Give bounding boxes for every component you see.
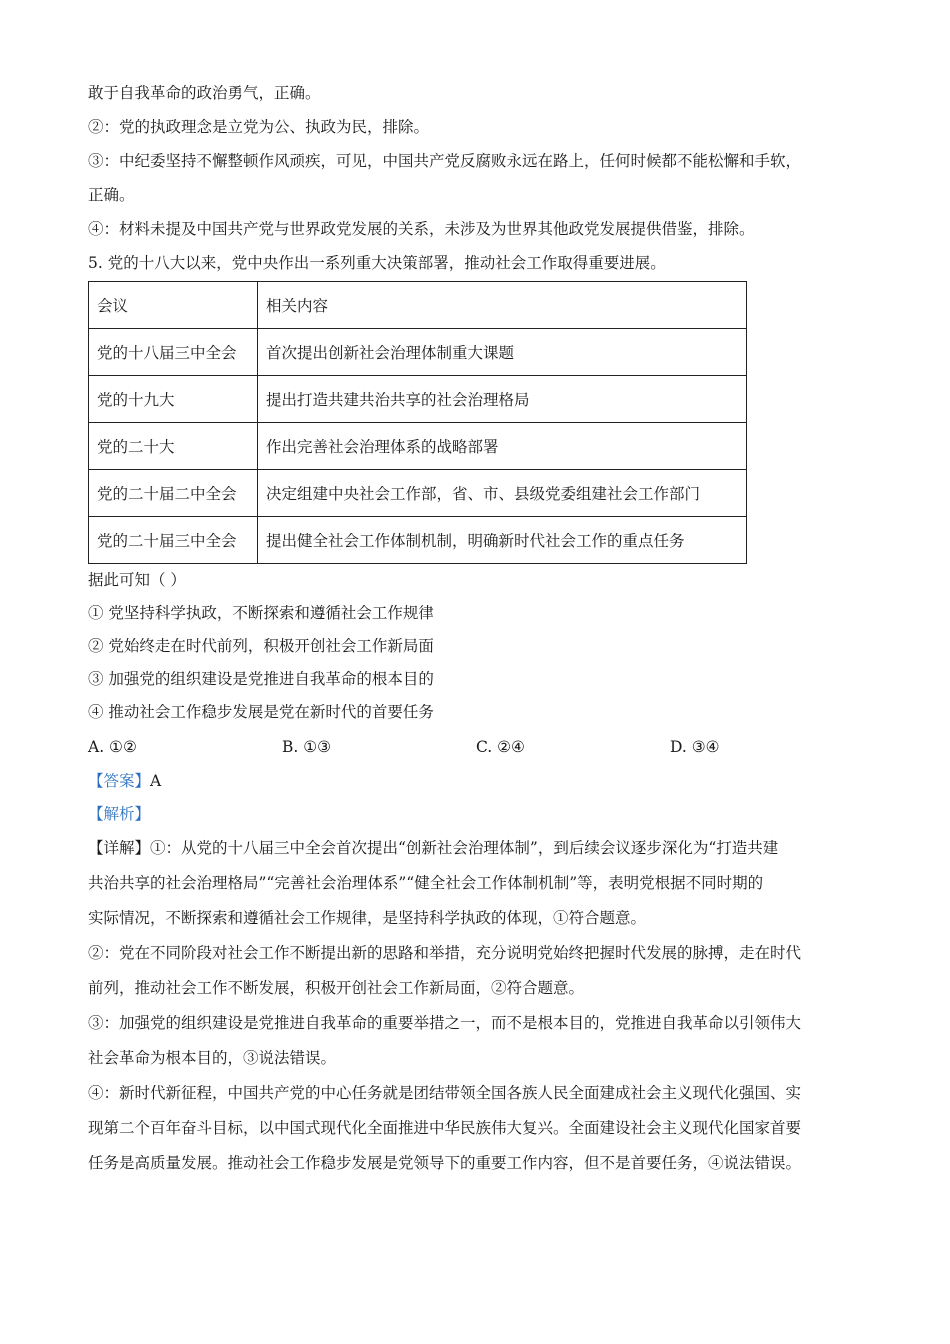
answer-options (88, 729, 868, 765)
table-cell: 党的二十届三中全会 (89, 517, 258, 564)
table-row (89, 376, 747, 423)
statement-item: ② 党始终走在时代前列，积极开创社会工作新局面 (88, 637, 434, 655)
document-page (88, 76, 868, 1181)
statement-list (88, 597, 868, 729)
statement-item: ③ 加强党的组织建设是党推进自我革命的根本目的 (88, 670, 434, 688)
analysis-line: 现第二个百年奋斗目标，以中国式现代化全面推进中华民族伟大复兴。全面建设社会主义现代化国家首要 (88, 1119, 802, 1137)
table-cell: 首次提出创新社会治理体制重大课题 (258, 329, 747, 376)
table-cell: 党的十九大 (89, 376, 258, 423)
analysis-line: 任务是高质量发展。推动社会工作稳步发展是党领导下的重要工作内容，但不是首要任务，④说法错误。 (88, 1154, 802, 1172)
meeting-table (88, 281, 747, 564)
option-a: A. ①② (88, 738, 137, 756)
analysis-line: ②：党在不同阶段对社会工作不断提出新的思路和举措，充分说明党始终把握时代发展的脉搏，走在时代 (88, 944, 802, 962)
analysis-heading (88, 798, 868, 831)
table-row (89, 329, 747, 376)
analysis-line: 前列，推动社会工作不断发展，积极开创社会工作新局面，②符合题意。 (88, 979, 585, 997)
table-header-cell: 相关内容 (258, 282, 747, 329)
intro-line: 正确。 (88, 186, 135, 204)
table-row (89, 423, 747, 470)
intro-line: ④：材料未提及中国共产党与世界政党发展的关系，未涉及为世界其他政党发展提供借鉴，排除。 (88, 220, 755, 238)
intro-line: 敢于自我革命的政治勇气，正确。 (88, 84, 321, 102)
intro-line: ③：中纪委坚持不懈整顿作风顽疾，可见，中国共产党反腐败永远在路上，任何时候都不能松懈和手软， (88, 152, 802, 170)
table-cell: 党的二十大 (89, 423, 258, 470)
answer-tag: 【答案】 (88, 772, 151, 790)
analysis-line: ③：加强党的组织建设是党推进自我革命的重要举措之一，而不是根本目的，党推进自我革命以引领伟大 (88, 1014, 802, 1032)
table-row (89, 517, 747, 564)
question-text: 5. 党的十八大以来，党中央作出一系列重大决策部署，推动社会工作取得重要进展。 (88, 254, 666, 272)
analysis-line: 【详解】①：从党的十八届三中全会首次提出“创新社会治理体制”，到后续会议逐步深化为“打造共建 (88, 839, 779, 857)
table-cell: 提出打造共建共治共享的社会治理格局 (258, 376, 747, 423)
analysis-tag: 【解析】 (88, 805, 151, 823)
analysis-line: 社会革命为根本目的，③说法错误。 (88, 1049, 337, 1067)
option-b: B. ①③ (282, 738, 332, 756)
analysis-body (88, 831, 868, 1181)
table-header-row (89, 282, 747, 329)
table-header-cell: 会议 (89, 282, 258, 329)
analysis-line: ④：新时代新征程，中国共产党的中心任务就是团结带领全国各族人民全面建成社会主义现代化强国、实 (88, 1084, 802, 1102)
table-cell: 作出完善社会治理体系的战略部署 (258, 423, 747, 470)
answer-value: A (150, 772, 162, 790)
table-cell: 决定组建中央社会工作部，省、市、县级党委组建社会工作部门 (258, 470, 747, 517)
analysis-line: 共治共享的社会治理格局”“完善社会治理体系”“健全社会工作体制机制”等，表明党根据不同时期的 (88, 874, 764, 892)
intro-line: ②：党的执政理念是立党为公、执政为民，排除。 (88, 118, 430, 136)
statement-item: ④ 推动社会工作稳步发展是党在新时代的首要任务 (88, 703, 434, 721)
table-cell: 党的十八届三中全会 (89, 329, 258, 376)
table-cell: 提出健全社会工作体制机制，明确新时代社会工作的重点任务 (258, 517, 747, 564)
table-row (89, 470, 747, 517)
statement-item: ① 党坚持科学执政，不断探索和遵循社会工作规律 (88, 604, 434, 622)
table-cell: 党的二十届二中全会 (89, 470, 258, 517)
answer-line (88, 765, 868, 798)
option-c: C. ②④ (476, 738, 525, 756)
option-d: D. ③④ (670, 738, 720, 756)
question-prompt: 据此可知（ ） (88, 571, 186, 589)
analysis-line: 实际情况，不断探索和遵循社会工作规律，是坚持科学执政的体现，①符合题意。 (88, 909, 647, 927)
intro-section (88, 76, 868, 246)
